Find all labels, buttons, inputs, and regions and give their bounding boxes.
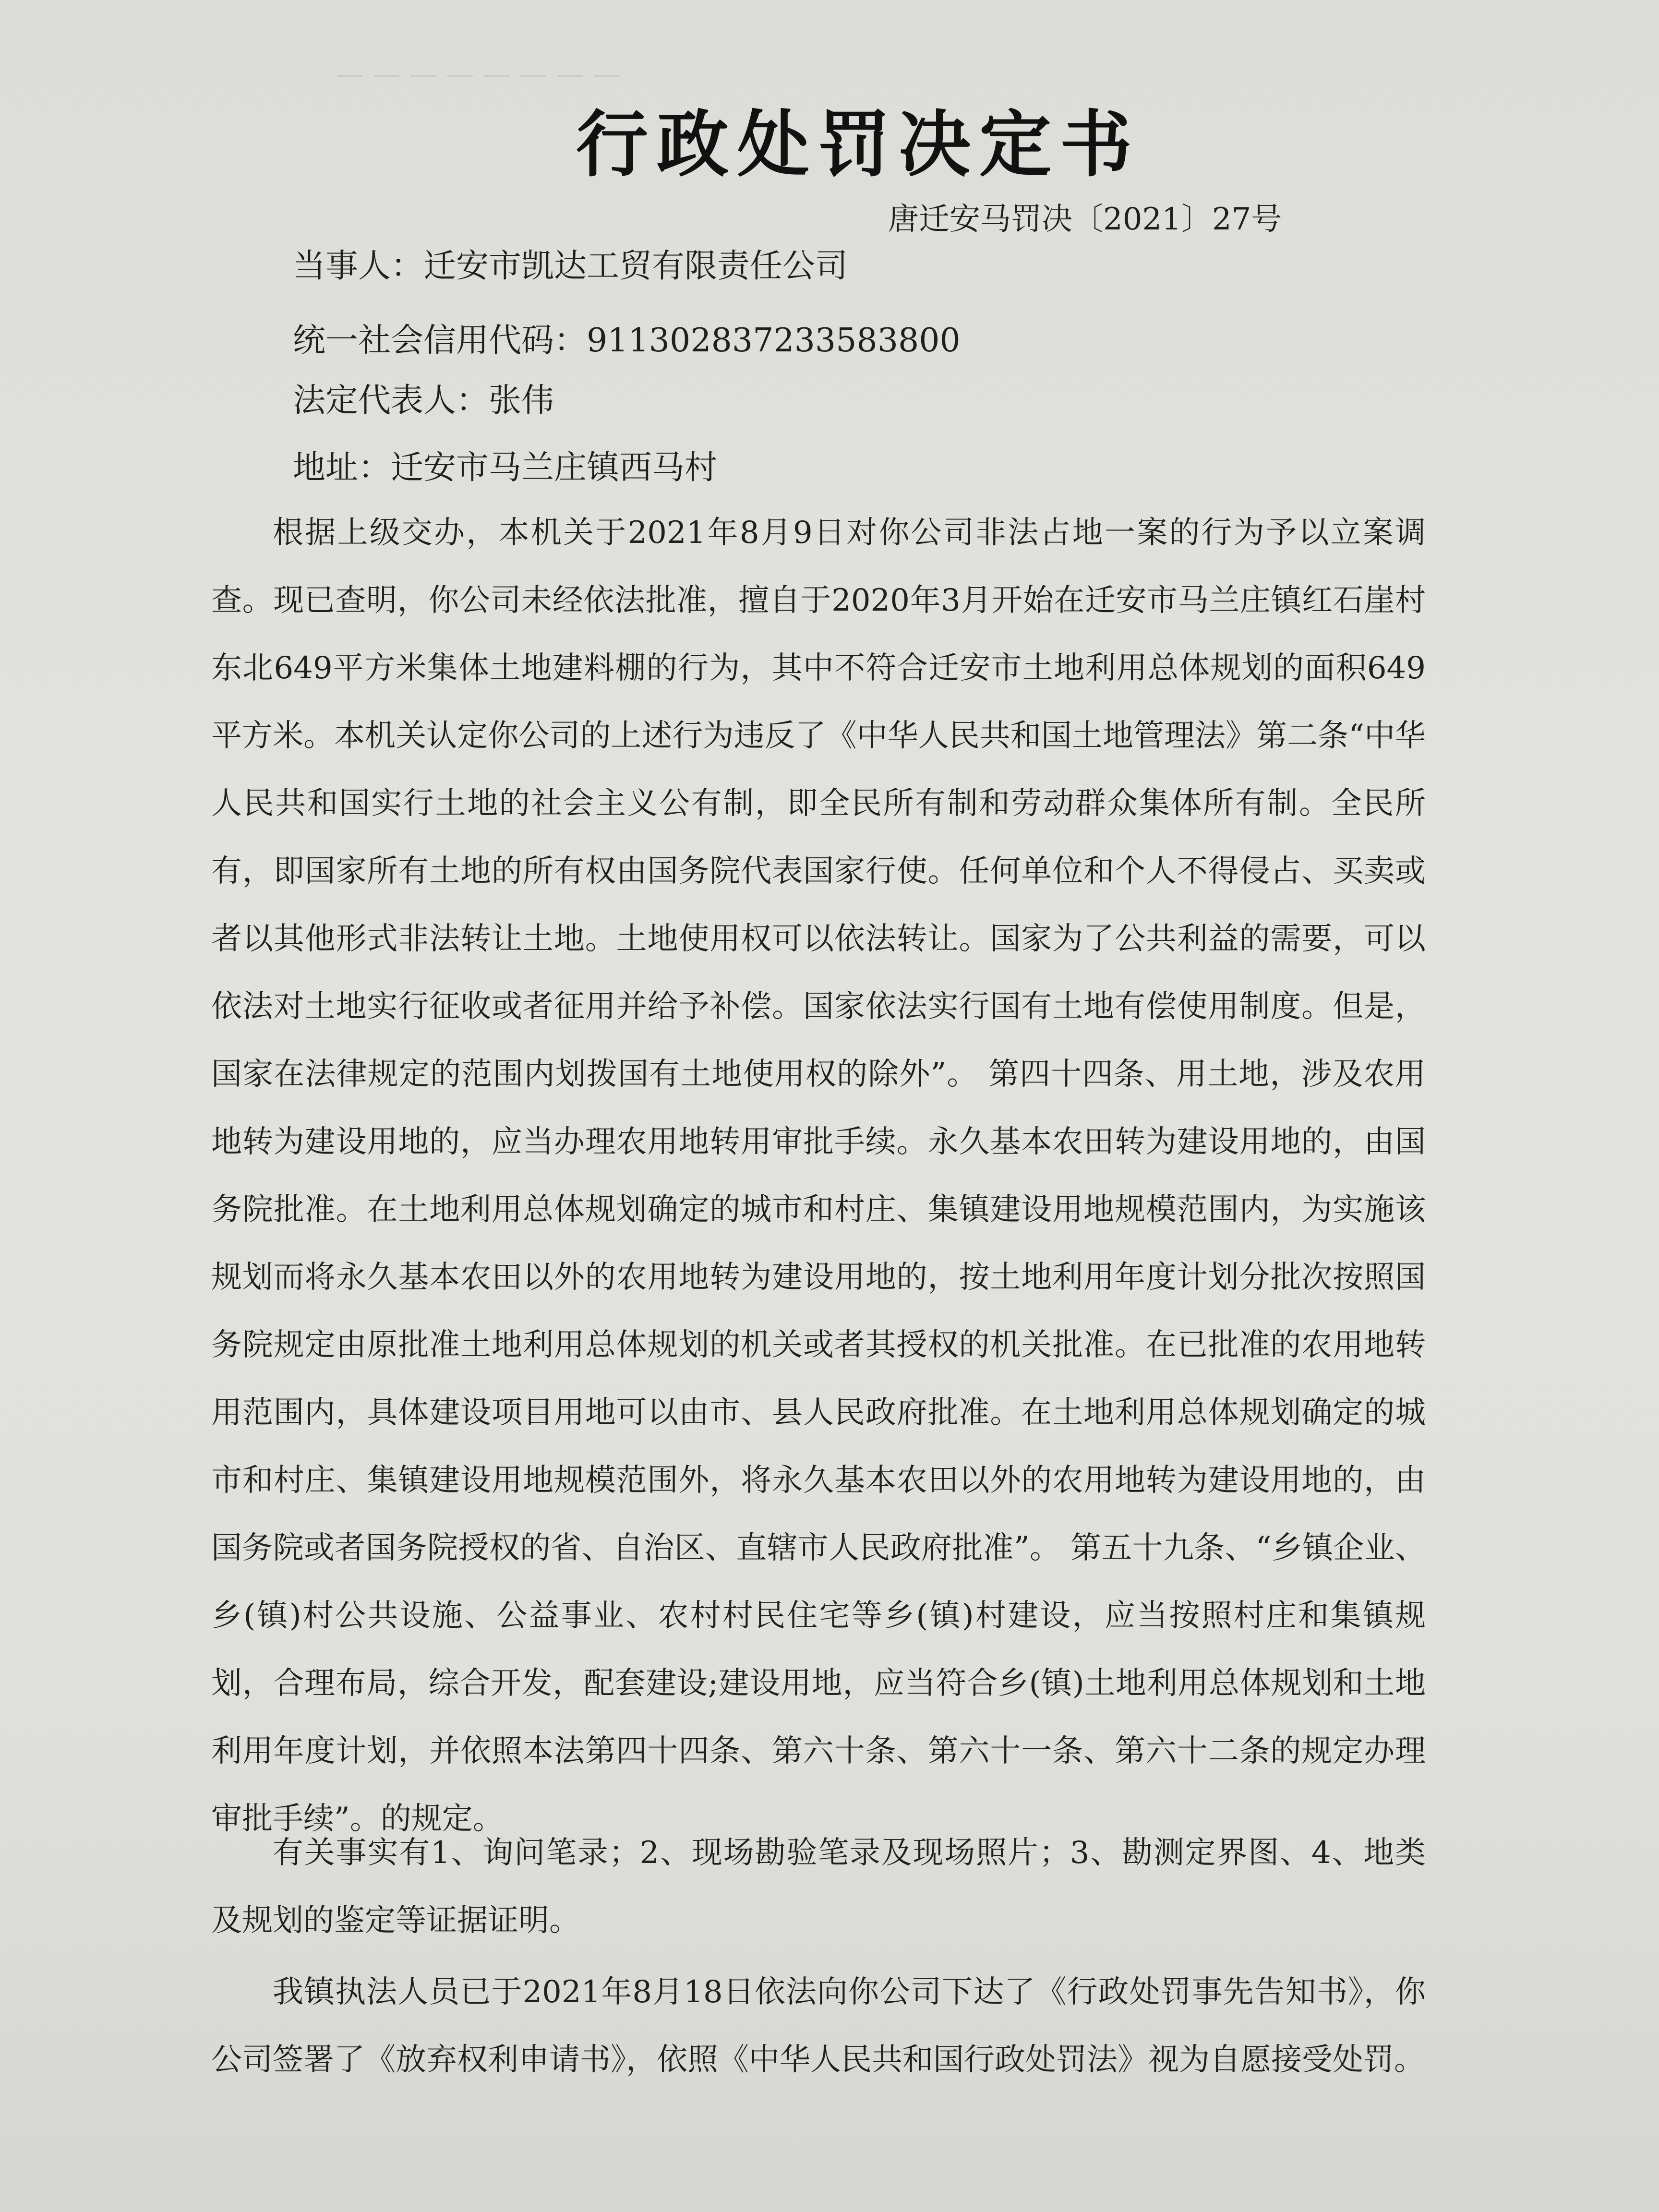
evidence-paragraph: 有关事实有1、询问笔录；2、现场勘验笔录及现场照片；3、勘测定界图、4、地类及规划的鉴定等证据证明。 xyxy=(211,1835,1426,1938)
document-number: 唐迁安马罚决〔2021〕27号 xyxy=(888,202,1282,237)
body-paragraph: 根据上级交办，本机关于2021年8月9日对你公司非法占地一案的行为予以立案调查。现已查明，你公司未经依法批准，擅自于2020年3月开始在迁安市马兰庄镇红石崖村东北649平方米集体土地建料棚的行为，其中不符合迁安市土地利用总体规划的面积649平方米。本机关认定你公司的上述行为违反了《中华人民共和国土地管理法》第二条“中华人民共和国实行土地的社会主义公有制，即全民所有制和劳动群众集体所有制。全民所有，即国家所有土地的所有权由国务院代表国家行使。任何单位和个人不得侵占、买卖或者以其他形式非法转让土地。土地使用权可以依法转让。国家为了公共利益的需要，可以依法对土地实行征收或者征用并给予补偿。国家依法实行国有土地有偿使用制度。但是，国家在法律规定的范围内划拨国有土地使用权的除外”。 第四十四条、用土地，涉及农用地转为建设用地的，应当办理农用地转用审批手续。永久基本农田转为建设用地的，由国务院批准。在土地利用总体规划确定的城市和村庄、集镇建设用地规模范围内，为实施该规划而将永久基本农田以外的农用地转为建设用地的，按土地利用年度计划分批次按照国务院规定由原批准土地利用总体规划的机关或者其授权的机关批准。在已批准的农用地转用范围内，具体建设项目用地可以由市、县人民政府批准。在土地利用总体规划确定的城市和村庄、集镇建设用地规模范围外，将永久基本农田以外的农用地转为建设用地的，由国务院或者国务院授权的省、自治区、直辖市人民政府批准”。 第五十九条、“乡镇企业、乡(镇)村公共设施、公益事业、农村村民住宅等乡(镇)村建设，应当按照村庄和集镇规划，合理布局，综合开发，配套建设;建设用地，应当符合乡(镇)土地利用总体规划和土地利用年度计划，并依照本法第四十四条、第六十条、第六十一条、第六十二条的规定办理审批手续”。的规定。 xyxy=(211,515,1426,1837)
party-field: 当事人：迁安市凯达工贸有限责任公司 xyxy=(293,247,848,285)
legal-representative-field: 法定代表人：张伟 xyxy=(293,382,554,420)
credit-code-field: 统一社会信用代码：911302837233583800 xyxy=(293,322,961,360)
page-title: 行政处罚决定书 xyxy=(576,102,1141,187)
show-through-text: — — — — — — — — xyxy=(336,58,621,90)
notice-paragraph: 我镇执法人员已于2021年8月18日依法向你公司下达了《行政处罚事先告知书》，你公司签署了《放弃权利申请书》，依照《中华人民共和国行政处罚法》视为自愿接受处罚。 xyxy=(211,1974,1426,2078)
address-field: 地址：迁安市马兰庄镇西马村 xyxy=(293,449,718,487)
